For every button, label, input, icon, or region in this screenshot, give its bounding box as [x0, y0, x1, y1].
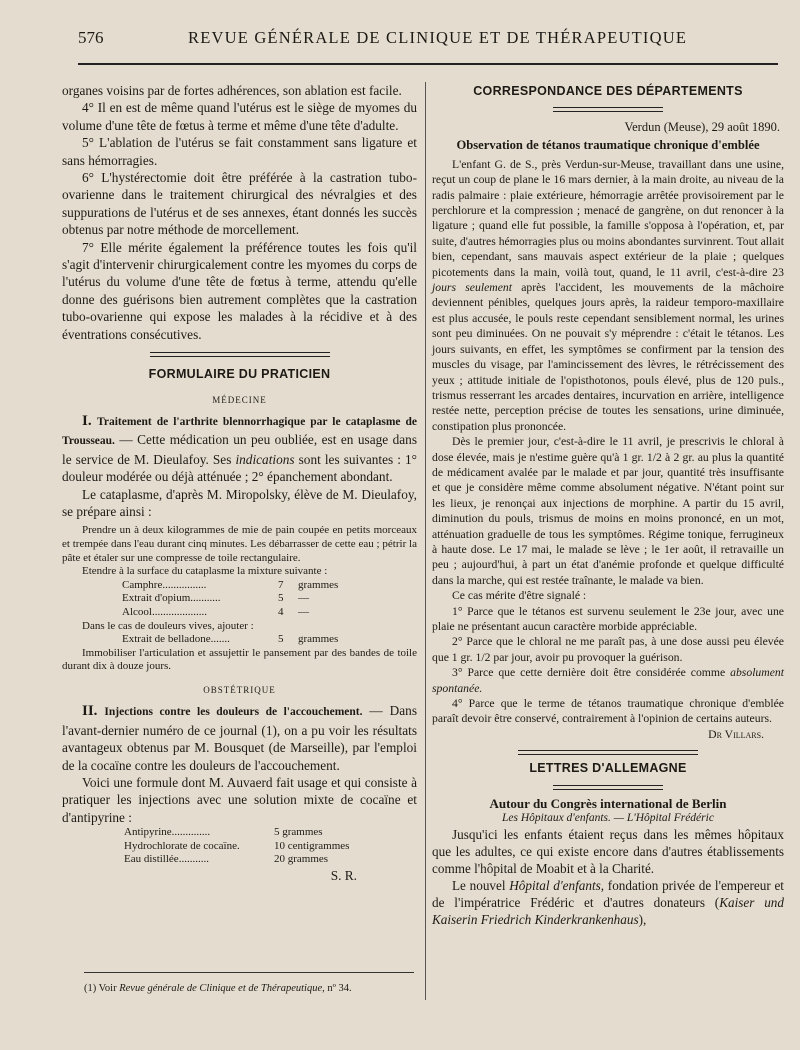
berlin-subtitle: Les Hôpitaux d'enfants. — L'Hôpital Frédéric: [502, 811, 714, 824]
left-column: [62, 82, 417, 884]
footnote-rule: [84, 972, 414, 973]
ingredient-row: [124, 840, 417, 854]
ingredient-row: [122, 633, 417, 647]
paragraph: Dès le premier jour, c'est-à-dire le 11 avril, je prescrivis le chloral à dose élevée, mais je n'estime guère qu'à 1 gr. 1/2 à 2 gr. au plus la quantité de médicament avalée par le malade et par jour, quantité très insuffisante et que je considère même comme absolument négative. N'étant point sur les lieux, je renonçai aux injections de morphine. A partir du 15 avril, diminution du pouls, trismus de moins en moins prononcé, en un mot, atténuation graduelle de tous les symptômes. Régime tonique, ferrugineux à haute dose. Le 17 mai, le malade se lève ; le 1er août, il retravaille un peu ; aujourd'hui, à part un état d'anémie profonde et quelque difficulté dans la marche, qui est restée traînante, le malade va bien.: [432, 435, 784, 587]
section-rule: [553, 107, 663, 112]
paragraph: Le nouvel Hôpital d'enfants, fondation privée de l'empereur et de l'impératrice Frédéric et d'autres donateurs (Kaiser und Kaiserin Friedrich Kinderkrankenhaus),: [432, 878, 784, 928]
paragraph: Ce cas mérite d'être signalé :: [452, 589, 587, 603]
running-title: REVUE GÉNÉRALE DE CLINIQUE ET DE THÉRAPEUTIQUE: [188, 28, 688, 47]
ingredient-row: [122, 592, 417, 606]
item-text: — Dans l'avant-dernier numéro de ce journal (1), on a pu voir les résultats avantageux obtenus par M. Bousquet (de Marseille), par l'emploi de la cocaïne contre les douleurs de l'accouchement.: [62, 703, 417, 773]
ingredient-qty: 10 centigrammes: [274, 839, 350, 852]
dateline: Verdun (Meuse), 29 août 1890.: [624, 120, 780, 135]
column-divider: [425, 82, 426, 1000]
section-rule: [150, 352, 330, 357]
ingredient-qty: 20 grammes: [274, 853, 329, 866]
subsection-medecine: MÉDECINE: [212, 394, 267, 405]
header-rule: [78, 63, 778, 65]
paragraph: 1° Parce que le tétanos est survenu seulement le 23e jour, avec une plaie ne présentant aucun caractère morbide appréciable.: [432, 604, 784, 633]
ingredient-name: Extrait de belladone.......: [122, 633, 230, 646]
ingredient-unit: —: [298, 592, 309, 605]
paragraph: 5° L'ablation de l'utérus se fait constamment sans ligature et sans hémorragies.: [62, 135, 417, 168]
item-title: Injections contre les douleurs de l'accouchement.: [104, 706, 363, 719]
formula-item-2: [62, 702, 417, 774]
ingredient-name: Alcool....................: [122, 605, 207, 618]
item-text: sont les suivantes : 1° douleur modérée ou déjà atténuée ; 2° épanchement abondant.: [62, 451, 417, 485]
signature-sr: S. R.: [330, 867, 357, 883]
paragraph: organes voisins par de fortes adhérences, son ablation est facile.: [62, 83, 402, 98]
paragraph: 4° Parce que le terme de tétanos traumatique chronique d'emblée paraît devoir être conservé, contrairement à l'opinion de certains auteurs.: [432, 697, 784, 726]
paragraph: 2° Parce que le chloral ne me paraît pas, à une dose aussi peu élevée que 1 gr. 1/2 par jour, avoir pu provoquer la guérison.: [432, 635, 784, 664]
ingredient-qty: 5 grammes: [274, 826, 323, 839]
ingredient-qty: 5: [278, 633, 284, 646]
item-number: II.: [82, 703, 98, 720]
running-header: [78, 26, 760, 52]
ingredient-unit: —: [298, 605, 309, 618]
section-title-correspondance: CORRESPONDANCE DES DÉPARTEMENTS: [473, 84, 743, 98]
paragraph: Le cataplasme, d'après M. Miropolsky, élève de M. Dieulafoy, se prépare ainsi :: [62, 486, 417, 519]
ingredient-qty: 4: [278, 605, 284, 618]
page-number: 576: [78, 28, 104, 47]
section-rule: [553, 785, 663, 790]
ingredient-name: Camphre................: [122, 578, 207, 591]
ingredient-unit: grammes: [298, 633, 339, 646]
ingredient-name: Eau distillée...........: [124, 853, 209, 866]
ingredient-qty: 5: [278, 592, 284, 605]
ingredient-row: [122, 579, 417, 593]
recipe-injection: [124, 826, 417, 867]
ingredient-name: Antipyrine..............: [124, 826, 211, 839]
ingredient-row: [122, 606, 417, 620]
subsection-obstetrique: OBSTÉTRIQUE: [203, 684, 276, 695]
paragraph: Jusqu'ici les enfants étaient reçus dans les mêmes hôpitaux que les adultes, ce qui existe encore dans d'autres établissements comme l'hôpital de Moabit et à la Charité.: [432, 827, 784, 877]
section-rule: [518, 750, 698, 755]
paragraph: L'enfant G. de S., près Verdun-sur-Meuse, travaillant dans une usine, reçut un coup de plane le 16 mars dernier, à la main droite, au niveau de la radis palmaire : plaie extérieure, hémorragie arrêtée provisoirement par le perchlorure et la compression ; menacé de gangrène, on dut renoncer à la ligature ; quand elle fut possible, la famille s'opposa à l'opération, et, par suite, d'autres hémorragies plus ou moins abondantes survinrent. Tout allait bien, cependant, sans mauvais aspect extérieur de la plaie ; quelques picotements dans la main, voilà tout, quand, le 11 avril, c'est-à-dire 23 jours seulement après l'accident, les mouvements de la mâchoire deviennent pénibles, quelques jours après, la raideur temporo-maxillaire est plus accusée, le pouls reste cependant sensiblement normal, les urines sont peu diminuées. On ne pouvait s'y méprendre : c'était le tétanos. Les jours suivants, en effet, les symptômes se confirment par la tension des muscles du visage, par l'amincissement des lèvres, le rétrécissement des yeux ; attitude initiale de l'opisthotonos, pouls élevé, plus de 120 puls., trismus resserrant les arcades dentaires, incurvation en arrière, intelligence restée nette, perception précise de toutes les sensations, urine diminuée, constipation plus prononcée.: [432, 157, 784, 433]
ingredient-name: Extrait d'opium...........: [122, 592, 221, 605]
berlin-title: Autour du Congrès international de Berlin: [489, 795, 727, 811]
paragraph: 6° L'hystérectomie doit être préférée à la castration tubo-ovarienne dans le traitement chirurgical des névralgies et des suppurations de l'utérus et de ses annexes, étant donnés les succès obtenus par notre méthode de morcellement.: [62, 170, 417, 238]
formula-item-1: [62, 412, 417, 486]
item-number: I.: [82, 412, 92, 429]
recipe-ingredients: [122, 579, 417, 620]
signature-villars: Dr Villars.: [708, 727, 764, 741]
recipe-intro: Prendre un à deux kilogrammes de mie de pain coupée en petits morceaux et trempée dans l'eau durant cinq minutes. Les débarrasser de cette eau ; pétrir la pâte et étaler sur une compresse de toile rectangulaire.: [62, 524, 417, 564]
observation-title: Observation de tétanos traumatique chronique d'emblée: [456, 137, 760, 152]
paragraph: 4° Il en est de même quand l'utérus est le siège de myomes du volume d'une tête de fœtus à terme et même d'une tête d'adulte.: [62, 100, 417, 133]
item-text-italic: indications: [235, 451, 295, 467]
ingredient-unit: grammes: [298, 578, 339, 591]
paragraph: Voici une formule dont M. Auvaerd fait usage et qui consiste à pratiquer les injections avec une solution mixte de cocaïne et d'antipyrine :: [62, 774, 417, 825]
right-column: [432, 82, 784, 928]
recipe-pain: Dans le cas de douleurs vives, ajouter :: [82, 619, 254, 632]
item-text: — Cette médication un peu oubliée, est en usage dans le service de M. Dieulafoy. Ses: [62, 432, 417, 467]
paragraph: 7° Elle mérite également la préférence toutes les fois qu'il s'agit d'intervenir chirurgicalement contre les myomes du corps de l'utérus du volume d'une tête de fœtus à terme, attendu qu'elle donne des guérisons bien autrement complètes que la castration tubo-ovarienne qui expose les malades à la récidive et à des éventrations consécutives.: [62, 239, 417, 342]
recipe-end: Immobiliser l'articulation et assujettir le pansement par des bandes de toile durant dix à douze jours.: [62, 646, 417, 673]
recipe-spread: Etendre à la surface du cataplasme la mixture suivante :: [82, 565, 328, 578]
ingredient-row: [124, 826, 417, 840]
ingredient-row: [124, 853, 417, 867]
paragraph: 3° Parce que cette dernière doit être considérée comme absolument spontanée.: [432, 666, 784, 695]
section-title-allemagne: LETTRES D'ALLEMAGNE: [529, 761, 687, 776]
recipe-cataplasme: [62, 524, 417, 674]
item-title: Traitement de l'arthrite blennorrhagique par le cataplasme de Trousseau.: [62, 415, 417, 448]
ingredient-name: Hydrochlorate de cocaïne.: [124, 839, 240, 852]
ingredient-qty: 7: [278, 578, 284, 591]
section-title-formulaire: FORMULAIRE DU PRATICIEN: [148, 367, 331, 382]
footnote: (1) Voir Revue générale de Clinique et de Thérapeutique, nº 34.: [84, 983, 352, 994]
